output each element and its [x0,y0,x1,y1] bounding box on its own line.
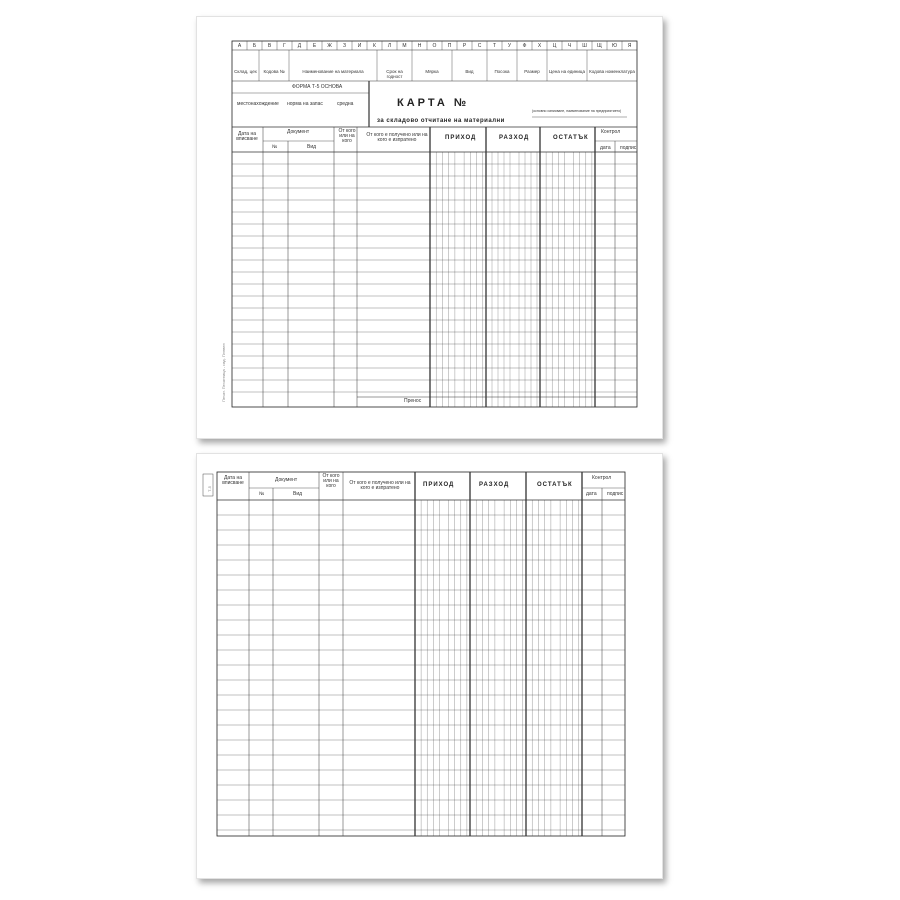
col-doc-no: № [272,144,278,150]
col-document: Документ [275,477,298,483]
col-doc-type: Вид [307,144,317,150]
requisite-label: Склад, цех [234,69,257,74]
alphabet-letter: Г [283,43,286,49]
alphabet-letter: Ц [552,43,557,49]
form-back-page [196,453,663,879]
requisite-label: Срок на годност [386,69,403,79]
form-code-box [203,474,213,496]
alphabet-letter: Р [462,43,467,49]
col-description: От кого е получено или на кого е изпратено [366,132,428,143]
alphabet-letter: Ю [611,43,618,49]
col-from: От кого или на кого [322,473,340,489]
alphabet-letter: Д [297,43,302,49]
alphabet-letter: Я [627,43,632,49]
col-date: Дата на вписване [222,475,244,486]
alphabet-letter: Ш [582,43,587,49]
location-label: местонахождение [237,101,279,107]
form-code: Т-5 [207,486,212,492]
col-income: ПРИХОД [423,482,455,488]
col-control: Контрол [592,475,612,481]
alphabet-letter: М [402,43,407,49]
col-control: Контрол [601,129,621,135]
col-control-sign: подпис [620,145,637,151]
stock-norm-label: норма на запас [287,101,323,107]
alphabet-letter: Ф [522,43,527,49]
requisite-label: Вид [465,69,474,74]
form-note: ФОРМА Т-5 ОСНОВА [292,84,343,90]
col-doc-type: Вид [293,491,303,497]
col-expense: РАЗХОД [499,135,530,141]
alphabet-letter: Х [537,43,542,49]
col-balance: ОСТАТЪК [537,482,573,488]
requisite-label: Размер [524,69,540,74]
col-date: Дата на вписване [236,131,258,142]
col-description: От кого е получено или на кого е изпратено [349,480,411,491]
alphabet-letter: О [432,43,437,49]
alphabet-letter: Б [252,43,257,49]
company-note: (основно изписване, наименование на предприятието) [532,109,622,113]
printer-imprint: Печат. Печатница - изд. Плевен [221,343,226,402]
col-income: ПРИХОД [445,135,477,141]
alphabet-letter: К [373,43,376,49]
col-from: От кого или на кого [338,128,356,144]
carry-over-label: Пренос [404,398,422,404]
col-document: Документ [287,129,310,135]
alphabet-letter: Ч [567,43,572,49]
requisite-label: Кодова № [263,69,285,74]
col-balance: ОСТАТЪК [553,135,589,141]
requisite-label: Наименование на материала [302,69,364,74]
col-control-date: дата [600,145,611,151]
average-label: средна [337,101,354,107]
alphabet-letter: З [342,43,347,49]
col-doc-no: № [259,491,265,497]
alphabet-letter: Щ [597,43,602,49]
alphabet-letter: П [447,43,452,49]
front-grid [197,17,662,438]
alphabet-letter: С [477,43,482,49]
alphabet-letter: Е [312,43,317,49]
alphabet-letter: У [507,43,512,49]
alphabet-letter: Л [387,43,392,49]
alphabet-letter: А [237,43,242,49]
card-subtitle: за складово отчитане на материални [377,118,505,124]
requisite-label: Посока [494,69,510,74]
requisite-label: Мярка [425,69,439,74]
col-control-sign: подпис [607,491,624,497]
alphabet-letter: Т [492,43,497,49]
col-expense: РАЗХОД [479,482,510,488]
requisite-label: Цена на единица [549,69,585,74]
requisite-label: Кодова номенклатура [589,69,635,74]
card-title: КАРТА № [397,97,470,109]
alphabet-letter: И [357,43,362,49]
col-control-date: дата [586,491,597,497]
form-front-page [196,16,663,439]
alphabet-letter: В [267,43,272,49]
back-grid [197,454,662,878]
alphabet-letter: Ж [327,43,332,49]
alphabet-letter: Н [417,43,422,49]
